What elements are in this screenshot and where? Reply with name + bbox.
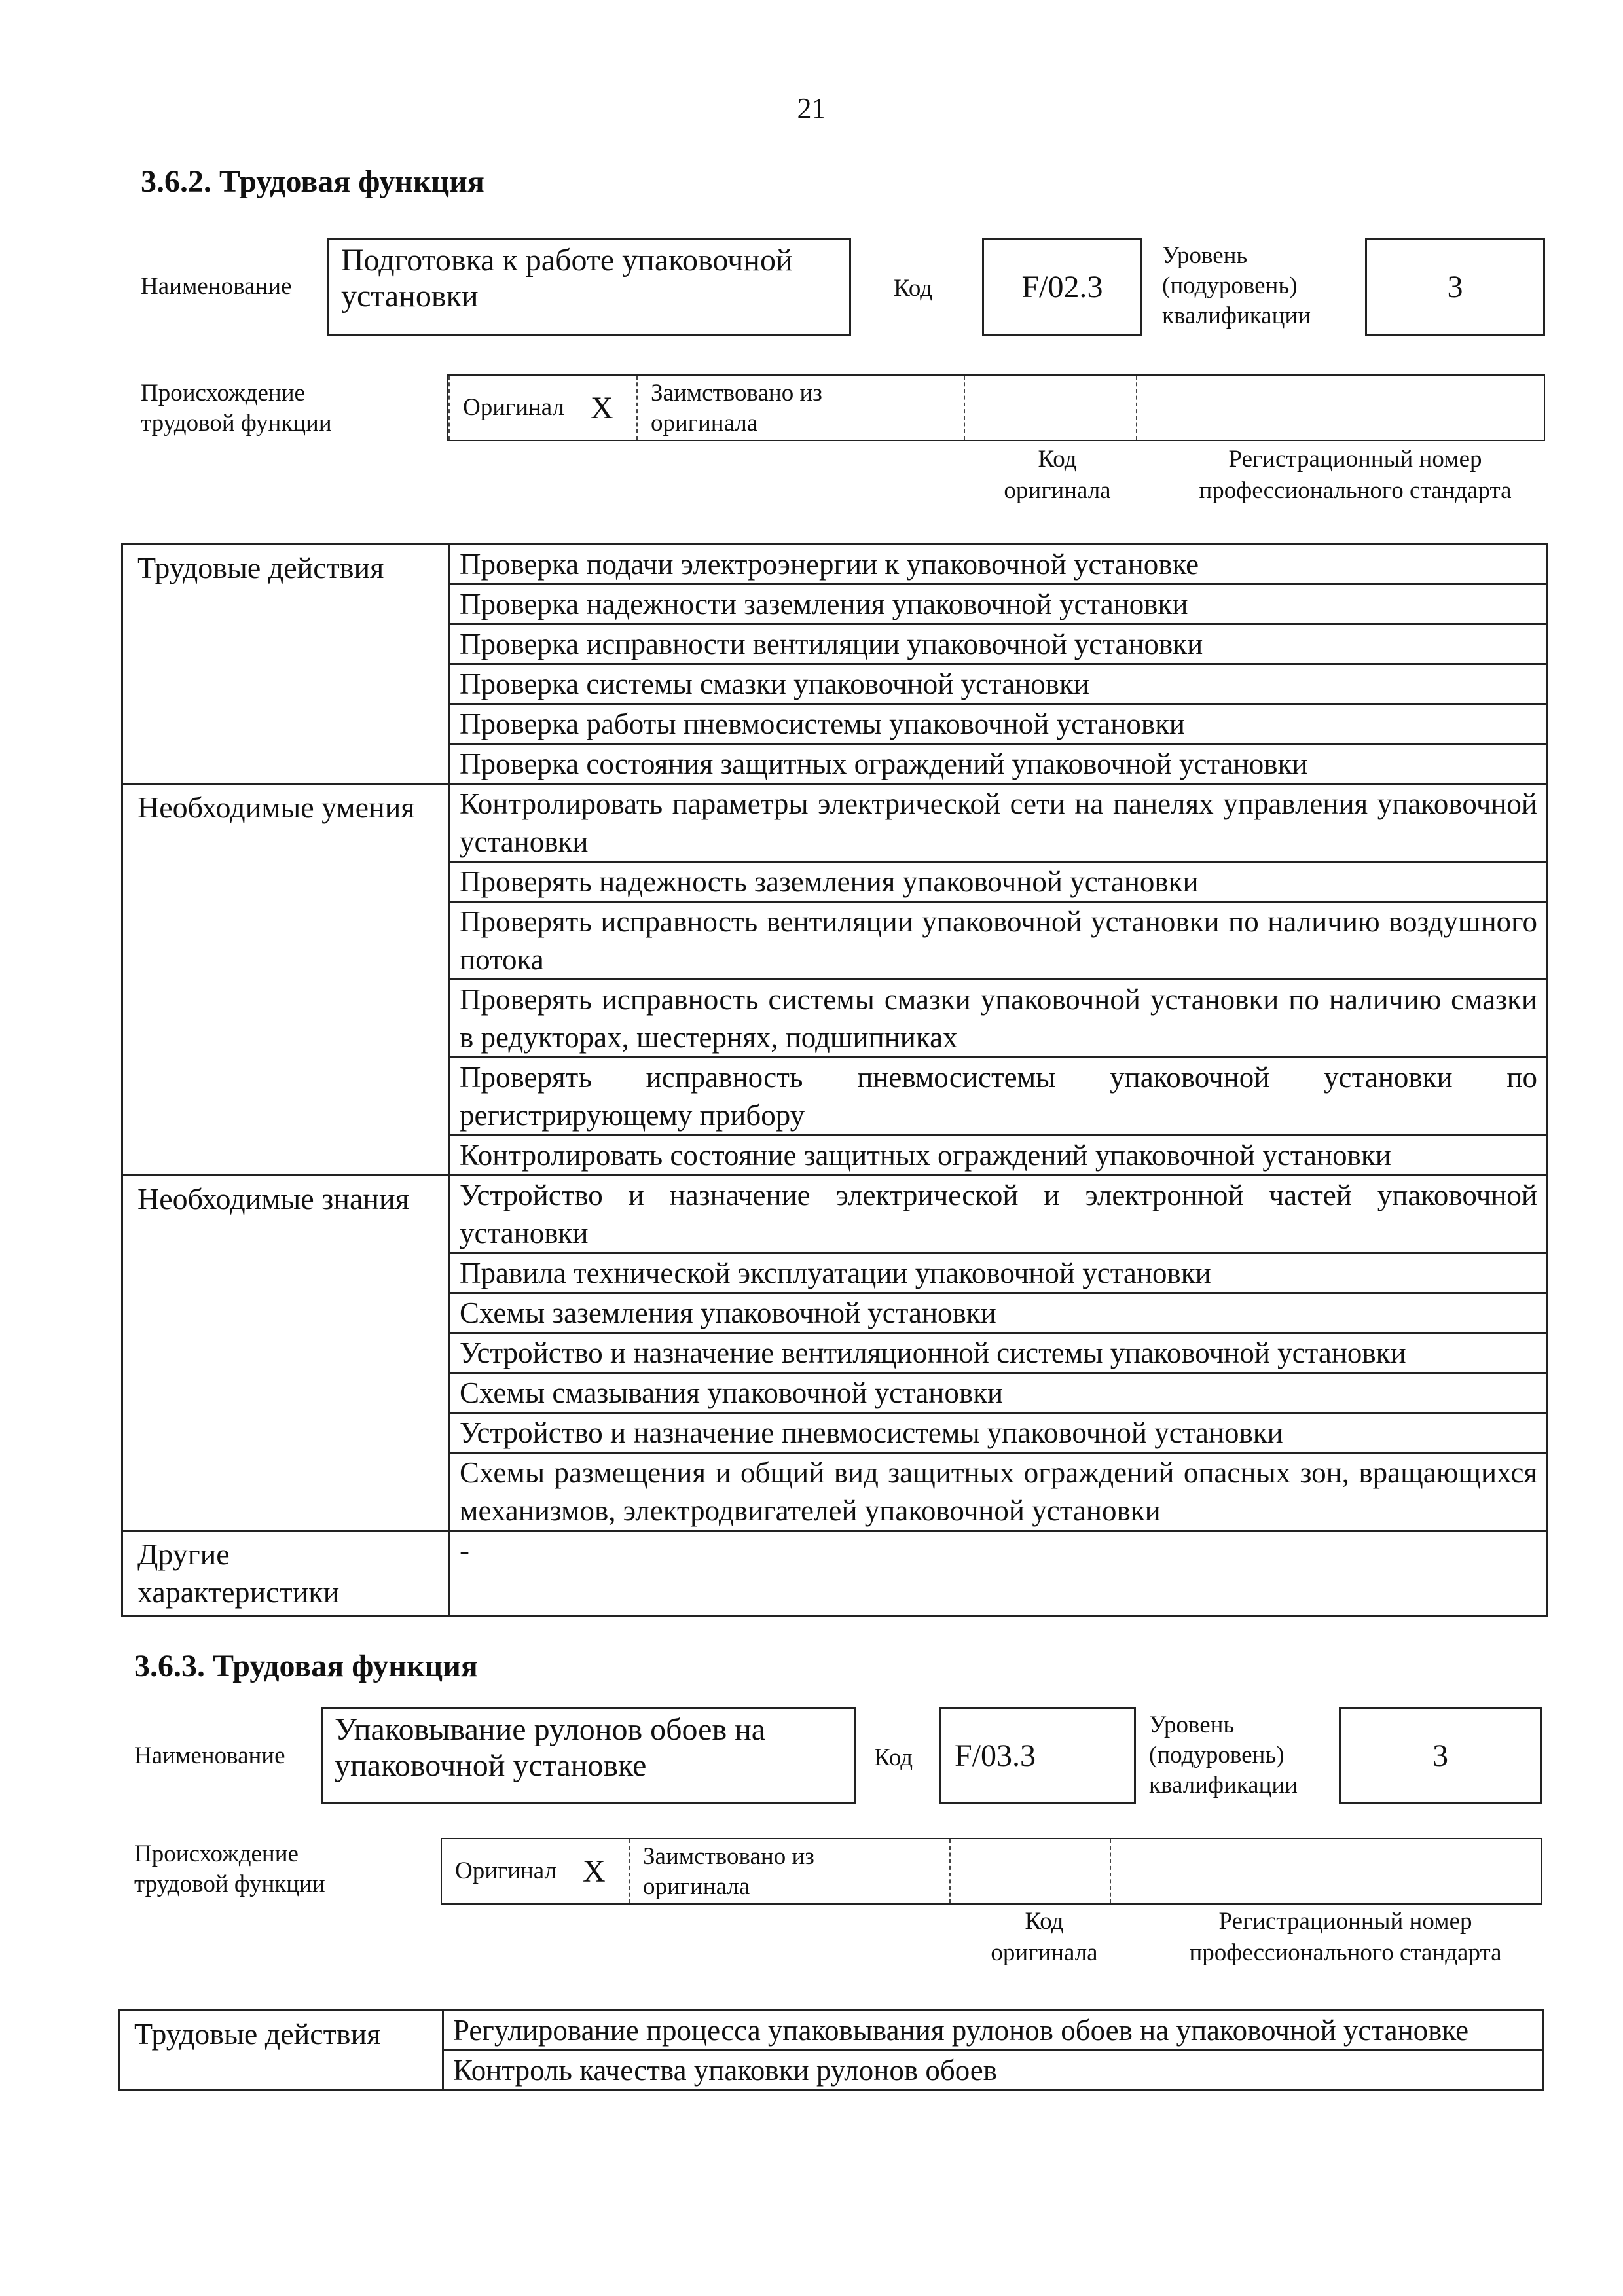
section-362-origin-box <box>447 374 1545 441</box>
section-363-code-original-caption <box>956 1906 1133 1969</box>
section-362-table-row-header: Другие характеристики <box>122 1531 450 1617</box>
section-363-name-label: Наименование <box>134 1742 285 1769</box>
original-code-cell <box>949 1839 1110 1903</box>
section-362-table-cell: Правила технической эксплуатации упаковочной установки <box>450 1253 1548 1293</box>
section-362-table-cell: Проверять исправность системы смазки упаковочной установки по наличию смазки в редукторах, шестернях, подшипниках <box>450 980 1548 1058</box>
reg-number-cell <box>1136 376 1544 440</box>
section-362-reg-number-caption <box>1159 444 1552 507</box>
section-363-code-box <box>939 1707 1136 1804</box>
section-362-table-cell: Проверять надежность заземления упаковочной установки <box>450 862 1548 902</box>
level-label-line-1: Уровень <box>1149 1712 1235 1738</box>
section-362-table-row-header: Трудовые действия <box>122 545 450 784</box>
section-362-table-cell: - <box>450 1531 1548 1617</box>
section-362-level-label <box>1162 241 1311 331</box>
borrowed-label <box>636 376 964 440</box>
borrowed-line-2: оригинала <box>643 1873 750 1900</box>
section-362-table-cell: Устройство и назначение электрической и электронной частей упаковочной установки <box>450 1175 1548 1253</box>
section-362-table-cell: Проверка системы смазки упаковочной установки <box>450 664 1548 704</box>
section-363-table-row-header: Трудовые действия <box>119 2011 443 2090</box>
section-363-code-label: Код <box>874 1744 913 1771</box>
original-label: Оригинал <box>463 394 565 421</box>
original-mark: X <box>591 390 613 425</box>
section-362-table-cell: Проверка исправности вентиляции упаковочной установки <box>450 624 1548 664</box>
section-362-origin-label <box>141 378 332 439</box>
level-label-line-3: квалификации <box>1162 302 1311 329</box>
section-362-table-cell: Контролировать состояние защитных ограждений упаковочной установки <box>450 1136 1548 1175</box>
origin-label-line-1: Происхождение <box>134 1840 299 1867</box>
section-363-code-value: F/03.3 <box>955 1738 1036 1773</box>
section-362-title: 3.6.2. Трудовая функция <box>141 164 484 199</box>
section-362-table-cell: Схемы заземления упаковочной установки <box>450 1293 1548 1333</box>
section-363-origin-box <box>441 1838 1542 1905</box>
section-362-table-row <box>122 1175 1548 1253</box>
section-363-level-box <box>1339 1707 1542 1804</box>
code-original-line-2: оригинала <box>1004 477 1111 504</box>
section-362-table-cell: Проверка надежности заземления упаковочной установки <box>450 584 1548 624</box>
section-362-name-box <box>327 238 851 336</box>
level-label-line-2: (подуровень) <box>1149 1742 1285 1768</box>
section-363-origin-label <box>134 1839 325 1899</box>
section-362-table-cell: Проверка работы пневмосистемы упаковочной установки <box>450 704 1548 744</box>
section-362-table-cell: Устройство и назначение пневмосистемы упаковочной установки <box>450 1413 1548 1453</box>
origin-label-line-2: трудовой функции <box>141 410 332 437</box>
reg-number-cell <box>1110 1839 1541 1903</box>
section-363-table-cell: Контроль качества упаковки рулонов обоев <box>443 2051 1543 2090</box>
section-362-code-value: F/02.3 <box>1021 269 1103 304</box>
section-363-name-box <box>321 1707 856 1804</box>
origin-label-line-2: трудовой функции <box>134 1871 325 1897</box>
section-363-table-row <box>119 2011 1543 2051</box>
section-362-table-row <box>122 1531 1548 1617</box>
section-362-code-label: Код <box>894 275 933 302</box>
reg-number-line-2: профессионального стандарта <box>1199 477 1512 504</box>
borrowed-line-2: оригинала <box>651 410 758 437</box>
section-362-table-cell: Схемы смазывания упаковочной установки <box>450 1373 1548 1413</box>
code-original-line-2: оригинала <box>991 1939 1098 1966</box>
section-362-table-row <box>122 545 1548 584</box>
section-362-level-box <box>1365 238 1545 336</box>
section-362-table-cell: Схемы размещения и общий вид защитных ограждений опасных зон, вращающихся механизмов, электродвигателей упаковочной установки <box>450 1453 1548 1531</box>
section-362-table-cell: Проверять исправность вентиляции упаковочной установки по наличию воздушного потока <box>450 902 1548 980</box>
code-original-line-1: Код <box>1025 1908 1064 1935</box>
code-original-line-1: Код <box>1038 446 1077 473</box>
section-362-name-value: Подготовка к работе упаковочной установки <box>341 243 793 314</box>
reg-number-line-1: Регистрационный номер <box>1228 446 1482 473</box>
section-362-table-cell: Устройство и назначение вентиляционной системы упаковочной установки <box>450 1333 1548 1373</box>
borrowed-label <box>629 1839 949 1903</box>
reg-number-line-1: Регистрационный номер <box>1218 1908 1472 1935</box>
section-362-table-cell: Проверка подачи электроэнергии к упаковочной установке <box>450 545 1548 584</box>
section-362-table-cell: Проверять исправность пневмосистемы упаковочной установки по регистрирующему прибору <box>450 1058 1548 1136</box>
section-363-table <box>118 2009 1544 2091</box>
section-363-level-value: 3 <box>1432 1738 1448 1773</box>
reg-number-line-2: профессионального стандарта <box>1189 1939 1502 1966</box>
section-363-table-cell: Регулирование процесса упаковывания рулонов обоев на упаковочной установке <box>443 2011 1543 2051</box>
section-362-name-label: Наименование <box>141 273 292 300</box>
section-362-table-row-header: Необходимые знания <box>122 1175 450 1531</box>
section-362-table <box>121 543 1548 1617</box>
section-363-level-label <box>1149 1710 1298 1801</box>
level-label-line-1: Уровень <box>1162 242 1248 269</box>
borrowed-line-1: Заимствовано из <box>651 380 822 406</box>
section-362-code-box <box>982 238 1142 336</box>
borrowed-line-1: Заимствовано из <box>643 1843 814 1870</box>
section-363-title: 3.6.3. Трудовая функция <box>134 1649 478 1683</box>
original-mark: X <box>583 1854 606 1889</box>
original-label: Оригинал <box>455 1857 557 1884</box>
origin-label-line-1: Происхождение <box>141 380 305 406</box>
section-363-name-value: Упаковывание рулонов обоев на упаковочной установке <box>335 1712 766 1783</box>
section-362-table-cell: Проверка состояния защитных ограждений упаковочной установки <box>450 744 1548 784</box>
section-362-table-row <box>122 784 1548 862</box>
page-number: 21 <box>797 92 826 124</box>
original-code-cell <box>964 376 1136 440</box>
level-label-line-3: квалификации <box>1149 1772 1298 1799</box>
section-362-table-cell: Контролировать параметры электрической сети на панелях управления упаковочной установки <box>450 784 1548 862</box>
section-362-code-original-caption <box>969 444 1146 507</box>
level-label-line-2: (подуровень) <box>1162 272 1298 299</box>
section-362-level-value: 3 <box>1447 269 1463 304</box>
section-362-table-row-header: Необходимые умения <box>122 784 450 1175</box>
section-363-reg-number-caption <box>1146 1906 1545 1969</box>
